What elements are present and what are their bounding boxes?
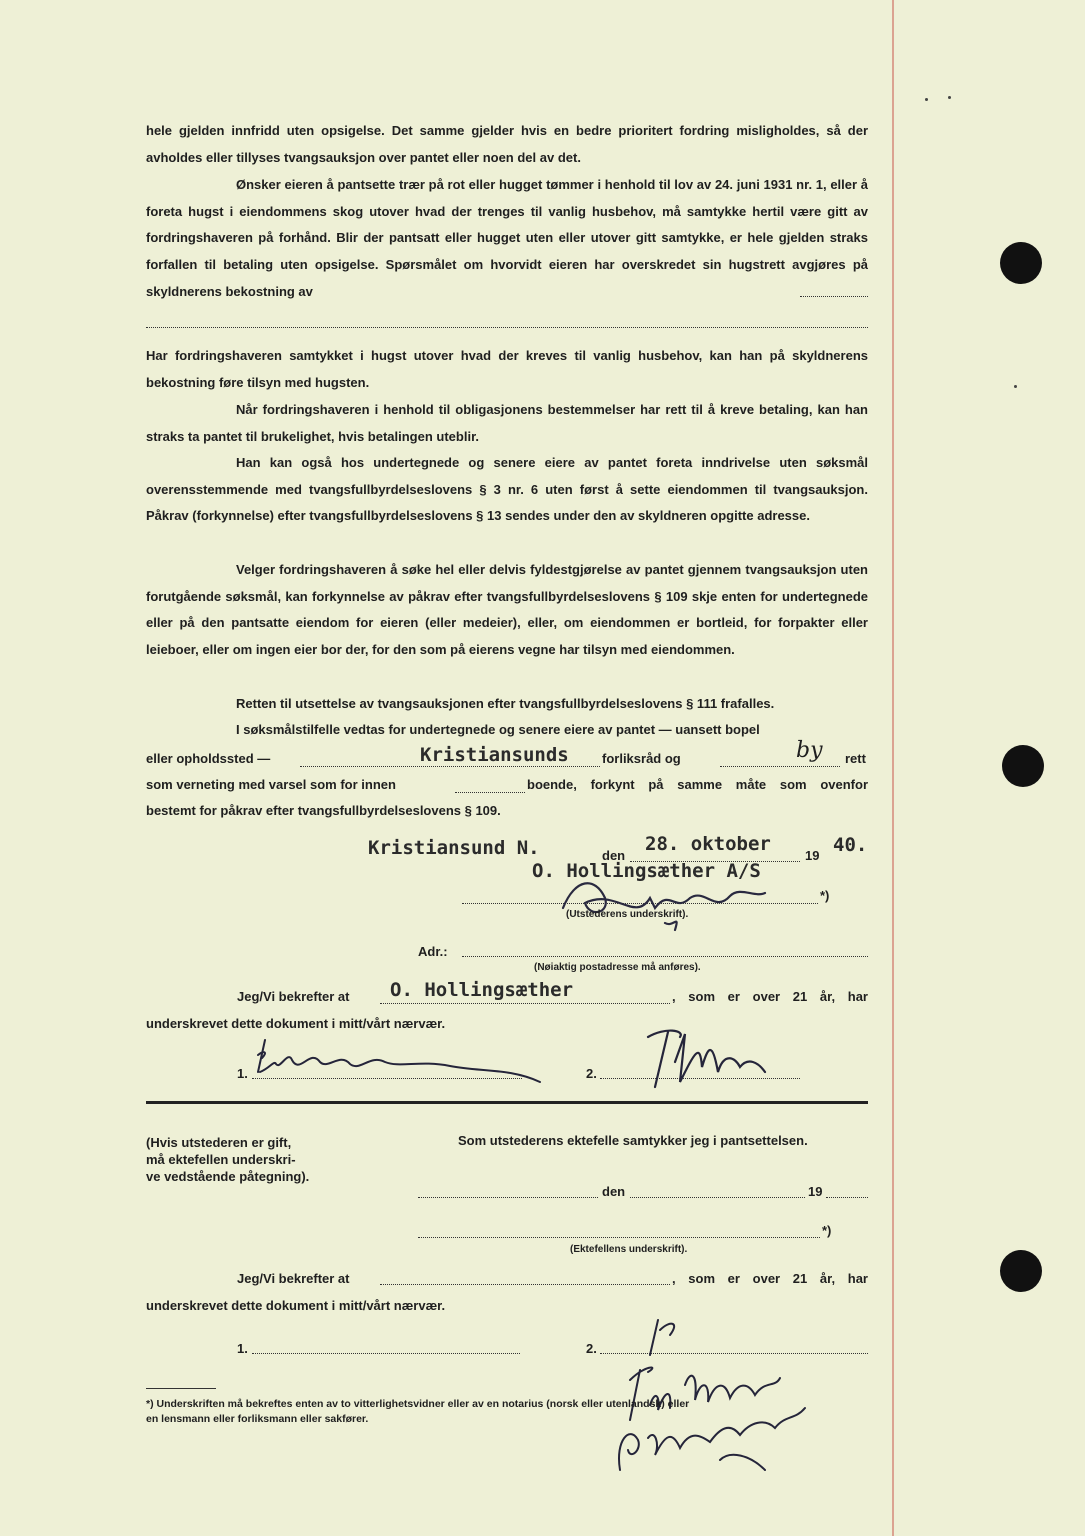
witness1-n2: 2.	[586, 1066, 597, 1081]
punch-hole	[1000, 1250, 1042, 1292]
witness2-text-a: Jeg/Vi bekrefter at	[237, 1271, 350, 1286]
paragraph-2: Ønsker eieren å pantsette trær på rot eller hugget tømmer i henhold til lov av 24. juni 1931 nr. 1, eller å foreta hugst i eiendommens skog utover hvad der trenges til vanlig husbehov, må samtykke hertil være gitt av fordringshaveren på forhånd. Blir der pantsatt eller hugget uten eller utover gitt samtykke, er hele gjelden straks forfallen til betaling uten opsigelse. Spørsmålet om hvorvidt eieren har overskredet sin hugstrett avgjøres på skyldnerens bekostning av	[146, 177, 868, 299]
year-typed: 40.	[833, 834, 868, 856]
witness1-text-a: Jeg/Vi bekrefter at	[237, 989, 350, 1004]
venue-suffix: rett	[845, 751, 866, 766]
paragraph-1: hele gjelden innfridd uten opsigelse. Det samme gjelder hvis en bedre prioritert fordring misligholdes, så der avholdes eller tillyses tvangsauksjon over pantet eller noen del av det.	[146, 123, 868, 165]
blank-line	[826, 1197, 868, 1198]
issuer-signature	[555, 868, 785, 938]
place-typed: Kristiansund N.	[368, 837, 540, 859]
speck	[1014, 385, 1017, 388]
signature-line	[252, 1353, 520, 1354]
paragraph-5: Han kan også hos undertegnede og senere eiere av pantet foreta inndrivelse uten søksmål overensstemmende med tvangsfullbyrdelseslovens § 3 nr. 6 uten først å sette eiendommen til tvangsauksjon. Påkrav (forkynnelse) efter tvangsfullbyrdelseslovens § 13 sendes under den av skyldneren opgitte adresse.	[146, 455, 868, 524]
paragraph-4: Når fordringshaveren i henhold til obligasjonens bestemmelser har rett til å kreve betaling, kan han straks ta pantet til brukelighet, hvis betalingen uteblir.	[146, 402, 868, 444]
date-typed: 28. oktober	[645, 833, 771, 855]
spouse-year-prefix: 19	[808, 1184, 823, 1199]
blank-line	[720, 766, 840, 767]
venue-court2-hand: by	[796, 738, 823, 763]
footnote-line1: *) Underskriften må bekreftes enten av to vitterlighetsvidner eller av en notarius (norsk eller utenlandsk) eller	[146, 1398, 690, 1410]
venue-line2a: som verneting med varsel som for innen	[146, 777, 396, 792]
venue-court-typed: Kristiansunds	[420, 744, 569, 766]
blank-line	[380, 1284, 670, 1285]
paragraph-7: Retten til utsettelse av tvangsauksjonen efter tvangsfullbyrdelseslovens § 111 frafalles.	[236, 696, 775, 711]
speck	[948, 96, 951, 99]
footnote-rule	[146, 1388, 216, 1389]
witness1-signature-2	[640, 1022, 780, 1092]
venue-middle: forliksråd og	[602, 751, 681, 766]
footnote-line2: en lensmann eller forliksmann eller sakfører.	[146, 1413, 369, 1425]
witness2-line2: underskrevet dette dokument i mitt/vårt nærvær.	[146, 1298, 446, 1313]
blank-line	[146, 327, 868, 328]
address-label: Adr.:	[418, 944, 448, 959]
witness1-name-typed: O. Hollingsæther	[390, 979, 574, 1001]
witness1-line2: underskrevet dette dokument i mitt/vårt nærvær.	[146, 1016, 446, 1031]
witness1-signature-1	[250, 1030, 550, 1090]
witness2-n1: 1.	[237, 1341, 248, 1356]
blank-line	[380, 1003, 670, 1004]
punch-hole	[1000, 242, 1042, 284]
speck	[925, 98, 928, 101]
address-line	[462, 956, 868, 957]
venue-line2b: boende, forkynt på samme måte som ovenfor	[527, 777, 868, 792]
spouse-consent: Som utstederens ektefelle samtykker jeg i pantsettelsen.	[458, 1133, 808, 1148]
blank-line	[300, 766, 600, 767]
spouse-footnote-mark: *)	[822, 1223, 832, 1238]
issuer-footnote-mark: *)	[820, 888, 830, 903]
paragraph-6: Velger fordringshaveren å søke hel eller delvis fyldestgjørelse av pantet gjennem tvangsauksjon uten forutgående søksmål, kan forkynnelse av påkrav efter tvangsfullbyrdelseslovens § 109 skje enten for undertegnede eller på den pantsatte eiendom for eieren (eller medeier), eller, om eiendommen er bortleid, for forpakter eller leieboer, eller om ingen eier bor der, for den som på eierens vegne har tilsyn med eiendommen.	[146, 562, 868, 658]
issuer-typed: O. Hollingsæther A/S	[532, 860, 761, 882]
witness1-n1: 1.	[237, 1066, 248, 1081]
spouse-caption: (Ektefellens underskrift).	[570, 1244, 688, 1255]
venue-prefix: eller opholdssted —	[146, 751, 271, 766]
blank-line	[630, 1197, 805, 1198]
venue-line3: bestemt for påkrav efter tvangsfullbyrdelseslovens § 109.	[146, 803, 501, 818]
punch-hole	[1002, 745, 1044, 787]
paragraph-8: I søksmålstilfelle vedtas for undertegnede og senere eiere av pantet — uansett bopel	[236, 722, 760, 737]
blank-line	[455, 792, 525, 793]
date-den: den	[602, 848, 626, 863]
section-divider	[146, 1101, 868, 1104]
signature-line	[418, 1237, 820, 1238]
issuer-caption: (Utstederens underskrift).	[566, 909, 689, 920]
witness1-text-b: , som er over 21 år, har	[672, 989, 868, 1004]
spouse-note: (Hvis utstederen er gift, må ektefellen underskri- ve vedstående påtegning).	[146, 1135, 310, 1184]
year-prefix: 19	[805, 848, 820, 863]
spouse-den: den	[602, 1184, 626, 1199]
blank-line	[800, 296, 868, 297]
address-caption: (Nøiaktig postadresse må anføres).	[534, 962, 701, 973]
paragraph-3: Har fordringshaveren samtykket i hugst utover hvad der kreves til vanlig husbehov, kan han på skyldnerens bekostning føre tilsyn med hugsten.	[146, 348, 868, 390]
witness2-text-b: , som er over 21 år, har	[672, 1271, 868, 1286]
blank-line	[418, 1197, 598, 1198]
margin-rule	[892, 0, 894, 1536]
witness2-n2: 2.	[586, 1341, 597, 1356]
